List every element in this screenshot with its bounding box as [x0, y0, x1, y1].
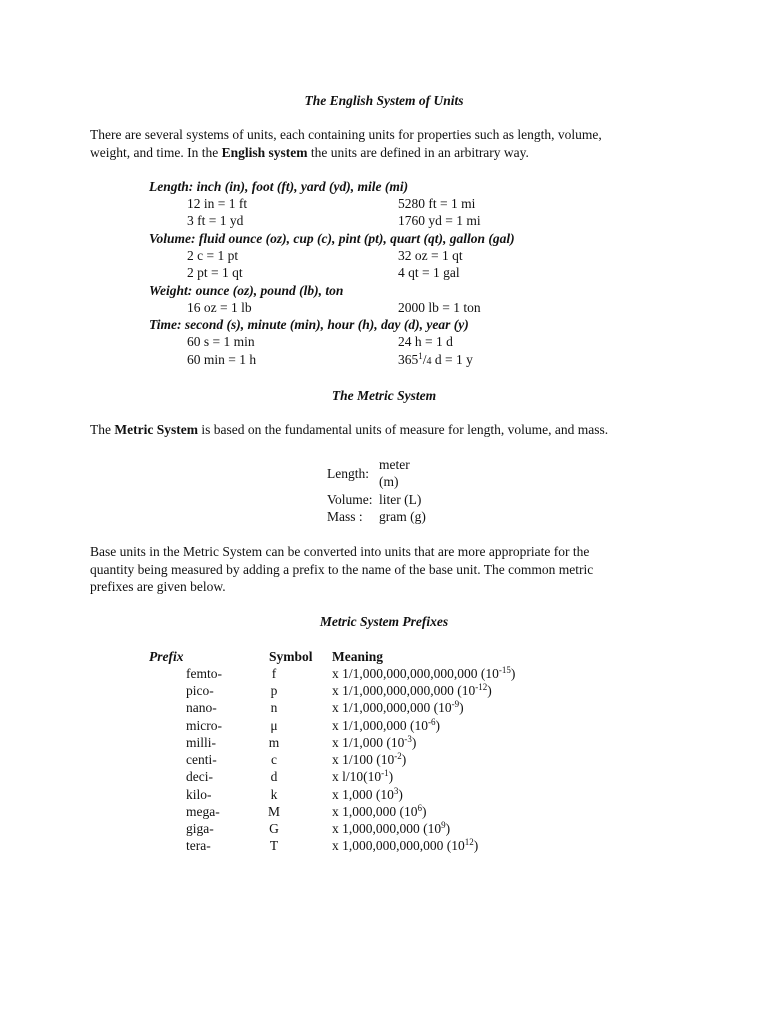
- fraction-denominator: 4: [426, 356, 432, 367]
- prefix-meaning: [332, 751, 406, 768]
- time-conversion: 60 s = 1 min: [187, 334, 255, 349]
- volume-heading: Volume: fluid ounce (oz), cup (c), pint (pt), quart (qt), gallon (gal): [149, 231, 515, 246]
- prefix-name: mega-: [186, 804, 220, 819]
- prefix-name: tera-: [186, 838, 211, 853]
- meaning-text: x 1/1,000,000,000,000,000 (10: [332, 666, 499, 681]
- meaning-close: ): [473, 838, 479, 853]
- prefix-symbol: k: [270, 787, 278, 802]
- metric-system-term: Metric System: [114, 422, 198, 437]
- metric-intro-text: The: [90, 422, 115, 437]
- prefix-name: pico-: [186, 683, 214, 698]
- prefix-name: micro-: [186, 718, 222, 733]
- metric-intro: [90, 421, 608, 438]
- meaning-close: ): [401, 752, 407, 767]
- meaning-text: x 1/1,000,000 (10: [332, 718, 428, 733]
- prefix-meaning: [332, 665, 515, 682]
- prefix-symbol: μ: [270, 718, 278, 733]
- length-heading: Length: inch (in), foot (ft), yard (yd), mile (mi): [149, 179, 409, 194]
- symbol-column-header: Symbol: [269, 649, 313, 664]
- meaning-text: x 1,000,000,000,000 (10: [332, 838, 465, 853]
- meaning-close: ): [398, 787, 403, 802]
- prefix-symbol: n: [270, 700, 278, 715]
- english-system-title: The English System of Units: [304, 93, 464, 108]
- weight-conversion: 2000 lb = 1 ton: [398, 300, 481, 315]
- meaning-close: ): [435, 718, 440, 733]
- time-conversion: 60 min = 1 h: [187, 352, 257, 367]
- year-days-whole: 365: [398, 352, 419, 367]
- meaning-text: x 1,000,000 (10: [332, 804, 418, 819]
- meaning-text: x 1/1,000,000,000 (10: [332, 700, 452, 715]
- meaning-close: ): [487, 683, 492, 698]
- prefix-meaning: [332, 717, 440, 734]
- meaning-text: x 1/100 (10: [332, 752, 395, 767]
- meaning-close: ): [388, 769, 394, 784]
- prefix-symbol: m: [268, 735, 280, 750]
- prefix-symbol: f: [271, 666, 277, 681]
- meaning-close: ): [422, 804, 427, 819]
- length-label: Length:: [327, 466, 369, 481]
- meaning-text: x 1,000,000,000 (10: [332, 821, 442, 836]
- exponent: -3: [404, 734, 412, 744]
- prefix-meaning: [332, 837, 478, 854]
- exponent: 3: [393, 786, 399, 796]
- length-unit: meter: [379, 457, 410, 472]
- weight-heading: Weight: ounce (oz), pound (lb), ton: [149, 283, 344, 298]
- meaning-close: ): [411, 735, 417, 750]
- length-unit-symbol: (m): [379, 474, 399, 489]
- year-conversion: $365^1/4$ d = 1 y: [398, 351, 473, 367]
- prefix-name: deci-: [186, 769, 213, 784]
- exponent: -12: [475, 682, 488, 692]
- intro-text: the units are defined in an arbitrary way.: [307, 145, 529, 160]
- volume-unit: liter (L): [379, 492, 422, 507]
- exponent: 6: [417, 803, 422, 813]
- length-conversion: 3 ft = 1 yd: [187, 213, 244, 228]
- weight-conversion: 16 oz = 1 lb: [187, 300, 252, 315]
- length-conversion: 1760 yd = 1 mi: [398, 213, 481, 228]
- conversion-paragraph-line: Base units in the Metric System can be converted into units that are more appropriate for the: [90, 544, 590, 559]
- prefix-meaning: [332, 803, 427, 820]
- meaning-column-header: Meaning: [332, 649, 384, 664]
- exponent: -6: [428, 717, 436, 727]
- exponent: -9: [451, 699, 460, 709]
- prefix-meaning: [332, 820, 450, 837]
- prefix-symbol: d: [270, 769, 278, 784]
- prefix-symbol: G: [269, 821, 279, 836]
- prefix-name: nano-: [186, 700, 217, 715]
- meaning-text: x 1/1,000,000,000,000 (10: [332, 683, 476, 698]
- exponent: -2: [394, 751, 402, 761]
- exponent: -15: [498, 665, 511, 675]
- prefix-name: femto-: [186, 666, 222, 681]
- english-system-term: English system: [221, 145, 308, 160]
- prefix-meaning: [332, 786, 403, 803]
- prefix-name: kilo-: [186, 787, 212, 802]
- meaning-close: ): [445, 821, 451, 836]
- metric-system-title: The Metric System: [331, 388, 437, 403]
- meaning-text: x l/10(10: [332, 769, 382, 784]
- length-conversion: 12 in = 1 ft: [187, 196, 248, 211]
- prefix-column-header: Prefix: [149, 649, 184, 664]
- prefix-meaning: [332, 699, 464, 716]
- fraction-numerator: 1: [418, 351, 423, 361]
- volume-conversion: 4 qt = 1 gal: [398, 265, 460, 280]
- exponent: 9: [441, 820, 446, 830]
- meaning-close: ): [510, 666, 516, 681]
- prefixes-title: Metric System Prefixes: [319, 614, 449, 629]
- metric-intro-text: is based on the fundamental units of measure for length, volume, and mass.: [197, 422, 609, 437]
- meaning-close: ): [459, 700, 464, 715]
- conversion-paragraph-line: quantity being measured by adding a prefix to the name of the base unit. The common metric: [90, 562, 594, 577]
- prefix-meaning: [332, 682, 492, 699]
- prefix-name: giga-: [186, 821, 214, 836]
- volume-conversion: 2 pt = 1 qt: [187, 265, 243, 280]
- conversion-paragraph-line: prefixes are given below.: [90, 579, 226, 594]
- mass-unit: gram (g): [379, 509, 426, 524]
- volume-label: Volume:: [327, 492, 373, 507]
- exponent: -1: [381, 768, 389, 778]
- prefix-meaning: [332, 734, 416, 751]
- prefix-symbol: T: [269, 838, 279, 853]
- time-conversion: 24 h = 1 d: [398, 334, 453, 349]
- prefix-symbol: c: [271, 752, 277, 767]
- prefix-name: centi-: [186, 752, 217, 767]
- prefix-symbol: M: [268, 804, 281, 819]
- mass-label: Mass :: [327, 509, 363, 524]
- meaning-text: x 1,000 (10: [332, 787, 394, 802]
- volume-conversion: 2 c = 1 pt: [187, 248, 239, 263]
- year-conversion-rest: d = 1 y: [431, 352, 473, 367]
- intro-line-2: [90, 144, 529, 161]
- intro-text: weight, and time. In the: [90, 145, 222, 160]
- intro-line-1: There are several systems of units, each containing units for properties such as length, volume,: [90, 127, 602, 142]
- prefix-symbol: p: [270, 683, 278, 698]
- exponent: 12: [464, 837, 474, 847]
- prefix-meaning: [332, 768, 393, 785]
- volume-conversion: 32 oz = 1 qt: [398, 248, 463, 263]
- length-conversion: 5280 ft = 1 mi: [398, 196, 476, 211]
- time-heading: Time: second (s), minute (min), hour (h), day (d), year (y): [149, 317, 469, 332]
- meaning-text: x 1/1,000 (10: [332, 735, 405, 750]
- prefix-name: milli-: [186, 735, 216, 750]
